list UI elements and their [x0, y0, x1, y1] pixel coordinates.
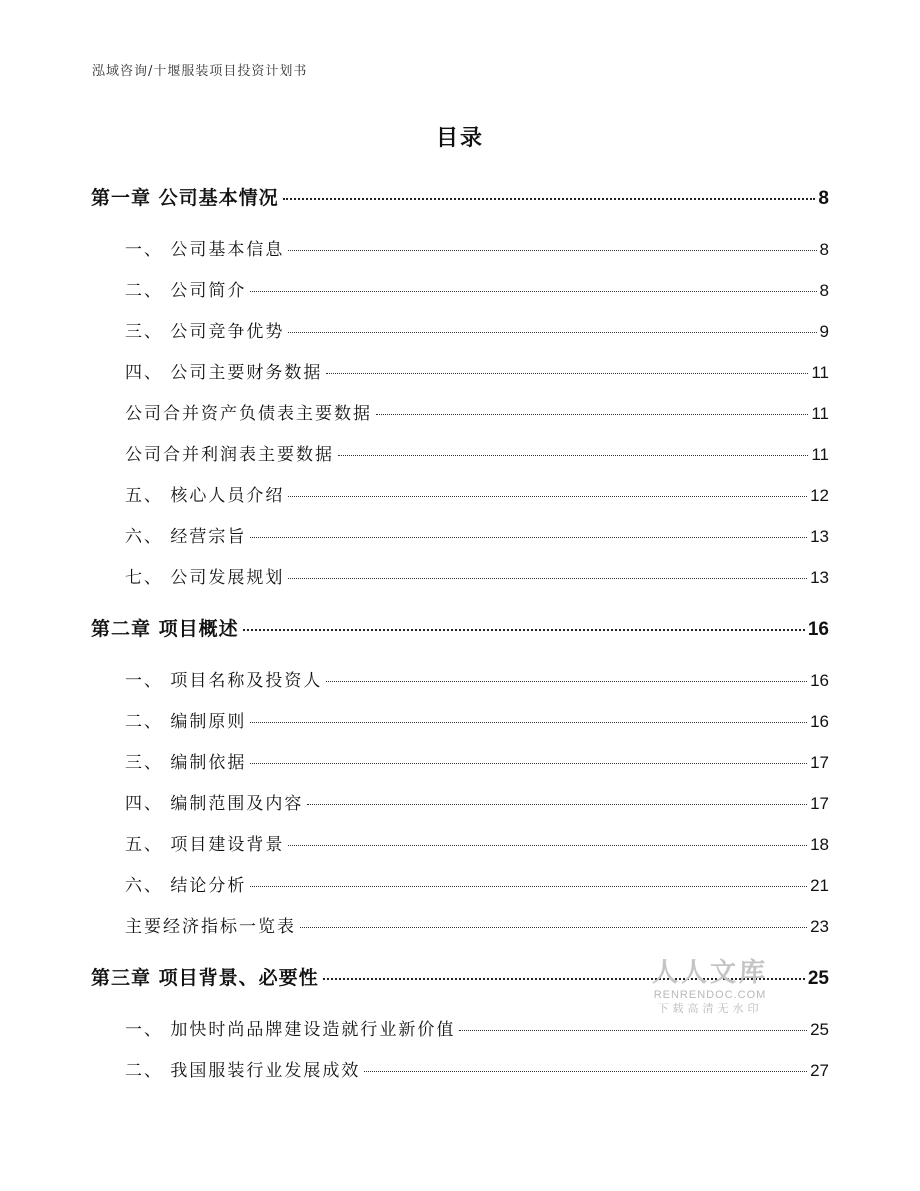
toc-section-entry[interactable] — [125, 235, 829, 260]
toc-entry-page-number: 16 — [810, 712, 829, 731]
toc-entry-page-number: 27 — [810, 1061, 829, 1080]
toc-entry-label: 一、 项目名称及投资人 — [125, 671, 323, 691]
toc-entry-label: 七、 公司发展规划 — [125, 568, 285, 588]
toc-dot-leader — [250, 291, 816, 292]
toc-dot-leader — [288, 332, 816, 333]
toc-section-entry[interactable] — [125, 276, 829, 301]
toc-entry-label: 第一章 公司基本情况 — [91, 187, 279, 209]
toc-entry-label: 四、 公司主要财务数据 — [125, 363, 323, 383]
toc-entry-label: 四、 编制范围及内容 — [125, 794, 304, 814]
toc-section-entry[interactable] — [125, 522, 829, 547]
toc-section-entry[interactable] — [125, 666, 829, 691]
toc-entry-label: 三、 编制依据 — [125, 753, 247, 773]
toc-dot-leader — [288, 845, 807, 846]
toc-entry-page-number: 17 — [810, 753, 829, 772]
toc-dot-leader — [250, 763, 807, 764]
toc-section-entry[interactable] — [125, 563, 829, 588]
toc-section-entry[interactable] — [125, 317, 829, 342]
toc-dot-leader — [326, 373, 808, 374]
toc-section-entry[interactable] — [125, 789, 829, 814]
toc-entry-page-number: 11 — [811, 445, 829, 464]
toc-entry-page-number: 21 — [810, 876, 829, 895]
toc-entry-page-number: 13 — [810, 527, 829, 546]
toc-entry-label: 二、 编制原则 — [125, 712, 247, 732]
toc-entry-label: 第二章 项目概述 — [91, 618, 239, 640]
toc-entry-label: 六、 经营宗旨 — [125, 527, 247, 547]
toc-dot-leader — [250, 886, 807, 887]
toc-dot-leader — [250, 537, 807, 538]
watermark-logo-text: 人人文库 — [651, 958, 768, 988]
toc-dot-leader — [288, 578, 807, 579]
toc-entry-label: 一、 加快时尚品牌建设造就行业新价值 — [125, 1020, 456, 1040]
toc-dot-leader — [364, 1071, 807, 1072]
toc-entry-page-number: 25 — [810, 1020, 829, 1039]
toc-entry-label: 公司合并资产负债表主要数据 — [125, 404, 372, 424]
toc-entry-label: 公司合并利润表主要数据 — [125, 445, 334, 465]
toc-chapter-entry[interactable] — [91, 963, 829, 990]
toc-entry-page-number: 8 — [819, 240, 829, 259]
toc-dot-leader — [326, 681, 807, 682]
toc-entry-label: 二、 我国服装行业发展成效 — [125, 1061, 361, 1081]
toc-section-entry[interactable] — [125, 707, 829, 732]
page-header: 泓域咨询/十堰服装项目投资计划书 — [92, 64, 308, 79]
toc-entry-label: 三、 公司竞争优势 — [125, 322, 285, 342]
toc-entry-page-number: 13 — [810, 568, 829, 587]
toc-entry-page-number: 18 — [810, 835, 829, 854]
toc-entry-page-number: 8 — [818, 188, 829, 209]
toc-section-entry[interactable] — [125, 912, 829, 937]
toc-title: 目录 — [435, 126, 484, 151]
toc-entry-page-number: 9 — [819, 322, 829, 341]
toc-entry-page-number: 11 — [811, 404, 829, 423]
toc-entry-page-number: 25 — [807, 968, 829, 989]
toc-dot-leader — [288, 496, 807, 497]
toc-dot-leader — [459, 1030, 807, 1031]
toc-entry-page-number: 16 — [810, 671, 829, 690]
toc-dot-leader — [307, 804, 807, 805]
toc-section-entry[interactable] — [125, 1056, 829, 1081]
toc-entry-label: 主要经济指标一览表 — [125, 917, 296, 937]
toc-entry-page-number: 16 — [807, 619, 829, 640]
toc-section-entry[interactable] — [125, 358, 829, 383]
toc-dot-leader — [250, 722, 807, 723]
toc-section-entry[interactable] — [125, 1015, 829, 1040]
toc-section-entry[interactable] — [125, 440, 829, 465]
toc-dot-leader — [300, 927, 807, 928]
toc-dot-leader — [288, 250, 816, 251]
toc-section-entry[interactable] — [125, 830, 829, 855]
toc-section-entry[interactable] — [125, 748, 829, 773]
toc-entry-page-number: 12 — [810, 486, 829, 505]
toc-entry-label: 五、 核心人员介绍 — [125, 486, 285, 506]
toc-entry-page-number: 23 — [810, 917, 829, 936]
toc-dot-leader — [376, 414, 808, 415]
watermark-subtitle: 下载高清无水印 — [657, 1002, 763, 1015]
toc-entry-page-number: 17 — [810, 794, 829, 813]
toc-entry-label: 五、 项目建设背景 — [125, 835, 285, 855]
toc-entry-label: 第三章 项目背景、必要性 — [91, 967, 319, 989]
toc-entry-page-number: 11 — [811, 363, 829, 382]
toc-section-entry[interactable] — [125, 399, 829, 424]
toc-section-entry[interactable] — [125, 481, 829, 506]
toc-chapter-entry[interactable] — [91, 183, 829, 210]
toc-chapter-entry[interactable] — [91, 614, 829, 641]
toc-section-entry[interactable] — [125, 871, 829, 896]
toc-dot-leader — [338, 455, 808, 456]
toc-dot-leader — [243, 629, 805, 631]
toc-dot-leader — [323, 978, 805, 980]
toc-entry-label: 一、 公司基本信息 — [125, 240, 285, 260]
watermark-url: RENRENDOC.COM — [653, 989, 767, 1001]
toc-entry-page-number: 8 — [819, 281, 829, 300]
toc-entry-label: 六、 结论分析 — [125, 876, 247, 896]
toc-entry-label: 二、 公司简介 — [125, 281, 247, 301]
toc-dot-leader — [283, 198, 816, 200]
